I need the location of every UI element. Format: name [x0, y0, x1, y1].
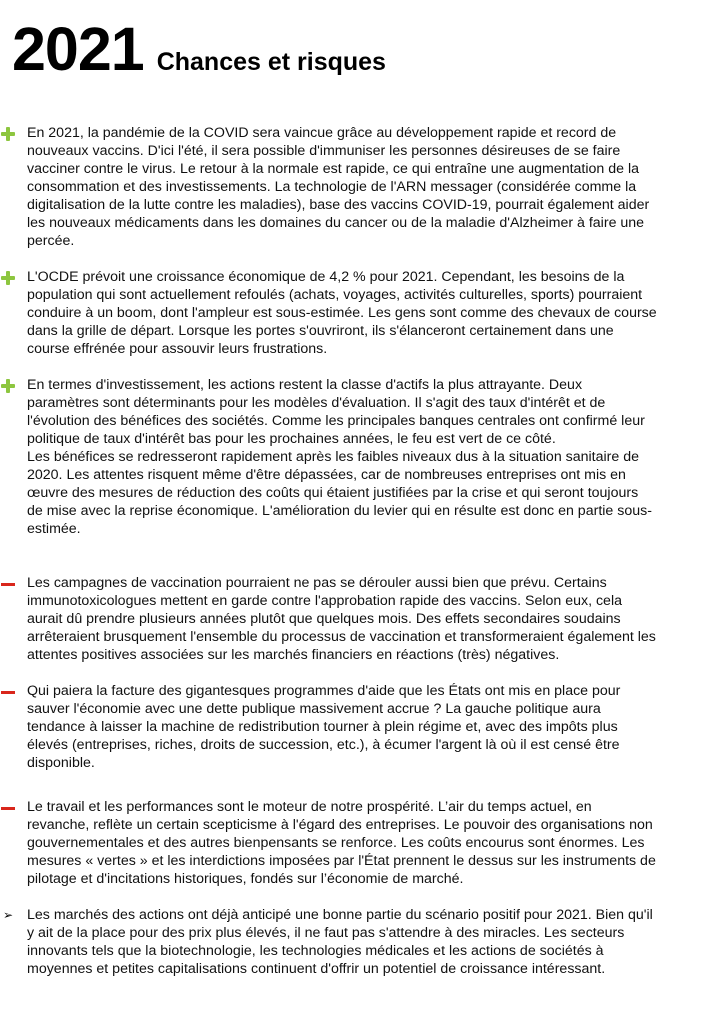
text-line: gouvernementales et des autres bienpensants se renforce. Les coûts encourus sont énormes. Les — [27, 835, 645, 851]
text-line: de mise avec la reprise économique. L'amélioration du levier qui en résulte est donc en partie sous- — [27, 503, 652, 519]
item-text — [27, 574, 723, 664]
item-text — [27, 376, 723, 538]
text-line: l'évolution des bénéfices des sociétés. Comme les principales banques centrales ont confirmé leur — [27, 413, 645, 429]
text-line: tendance à laisser la machine de redistribution tourner à plein régime et, avec des impôts plus — [27, 719, 618, 735]
page-title: Chances et risques — [156, 48, 386, 76]
minus-icon — [1, 685, 15, 699]
text-line: attentes positives associées sur les marchés financiers en réactions (très) négatives. — [27, 647, 560, 663]
text-line: politique de taux d'intérêt bas pour les prochaines années, le feu est vert de ce côté. — [27, 431, 556, 447]
item-text — [27, 798, 723, 888]
paragraph — [27, 268, 723, 358]
text-line: En 2021, la pandémie de la COVID sera vaincue grâce au développement rapide et record de — [27, 125, 617, 141]
paragraph — [27, 906, 723, 978]
page-year: 2021 — [12, 15, 144, 83]
paragraph — [27, 124, 723, 250]
text-line: aurait dû prendre plusieurs années plutôt que quelques mois. Des effets secondaires soudains — [27, 611, 621, 627]
page-header — [12, 14, 386, 84]
plus-icon — [1, 271, 15, 285]
plus-icon — [1, 127, 15, 141]
text-line: disponible. — [27, 755, 95, 771]
text-line: mesures « vertes » et les interdictions imposées par l'État prennent le dessus sur les instruments de — [27, 853, 656, 869]
text-line: moyennes et petites capitalisations continuent d'offrir un potentiel de croissance intéressant. — [27, 961, 606, 977]
text-line: Les bénéfices se redresseront rapidement après les faibles niveaux dus à la situation sanitaire de — [27, 449, 639, 465]
text-line: arrêteraient brusquement l'ensemble du processus de vaccination et transformeraient également les — [27, 629, 656, 645]
plus-icon — [1, 379, 15, 393]
text-line: paramètres sont déterminants pour les modèles d'évaluation. Il s'agit des taux d'intérêt et de — [27, 395, 606, 411]
item-text — [27, 124, 723, 250]
text-line: nouveaux vaccins. D'ici l'été, il sera possible d'immuniser les personnes désireuses de se faire — [27, 143, 621, 159]
item-text — [27, 906, 723, 978]
paragraph — [27, 574, 723, 664]
text-line: L'OCDE prévoit une croissance économique de 4,2 % pour 2021. Cependant, les besoins de la — [27, 269, 625, 285]
text-line: revanche, reflète un certain scepticisme à l'égard des entreprises. Le pouvoir des organisations non — [27, 817, 653, 833]
text-line: conduire à un boom, dont l'ampleur est sous-estimée. Les gens sont comme des chevaux de course — [27, 305, 657, 321]
paragraph — [27, 376, 723, 448]
text-line: les nouveaux médicaments dans les domaines du cancer ou de la maladie d'Alzheimer à faire une — [27, 215, 645, 231]
paragraph — [27, 682, 723, 772]
item-text — [27, 682, 723, 772]
text-line: pilotage et d'incitations historiques, fondés sur l’économie de marché. — [27, 871, 464, 887]
text-line: immunotoxicologues mettent en garde contre l'approbation rapide des vaccins. Selon eux, cela — [27, 593, 622, 609]
paragraph — [27, 798, 723, 888]
text-line: vacciner contre le virus. Le retour à la normale est rapide, ce qui entraîne une augmentation de la — [27, 161, 639, 177]
text-line: consommation et des investissements. La technologie de l'ARN messager (considérée comme la — [27, 179, 637, 195]
text-line: 2020. Les attentes risquent même d'être dépassées, car de nombreuses entreprises ont mis en — [27, 467, 626, 483]
text-line: estimée. — [27, 521, 81, 537]
text-line: sauver l'économie avec une dette publique massivement accrue ? La gauche politique aura — [27, 701, 601, 717]
text-line: dans la grille de départ. Lorsque les portes s'ouvriront, ils s'élanceront certainement dans une — [27, 323, 614, 339]
text-line: digitalisation de la lutte contre les maladies), base des vaccins COVID-19, pourrait également aider — [27, 197, 650, 213]
text-line: Les marchés des actions ont déjà anticipé une bonne partie du scénario positif pour 2021. Bien qu'il — [27, 907, 653, 923]
text-line: course effrénée pour assouvir leurs frustrations. — [27, 341, 328, 357]
minus-icon — [1, 577, 15, 591]
text-line: percée. — [27, 233, 75, 249]
text-line: Qui paiera la facture des gigantesques programmes d'aide que les États ont mis en place pour — [27, 683, 621, 699]
paragraph — [27, 448, 723, 538]
text-line: y ait de la place pour des prix plus élevés, il ne faut pas s'attendre à des miracles. Les secteurs — [27, 925, 625, 941]
text-line: œuvre des mesures de réduction des coûts qui étaient justifiées par la crise et qui seront toujours — [27, 485, 639, 501]
item-text — [27, 268, 723, 358]
minus-icon — [1, 801, 15, 815]
text-line: innovants tels que la biotechnologie, les technologies médicales et les actions de sociétés à — [27, 943, 604, 959]
text-line: Les campagnes de vaccination pourraient ne pas se dérouler aussi bien que prévu. Certains — [27, 575, 607, 591]
arrow-icon: ➢ — [3, 908, 14, 922]
text-line: En termes d'investissement, les actions restent la classe d'actifs la plus attrayante. Deux — [27, 377, 583, 393]
text-line: Le travail et les performances sont le moteur de notre prospérité. L’air du temps actuel, en — [27, 799, 592, 815]
text-line: élevés (entreprises, riches, droits de succession, etc.), à écumer l'argent là où il est censé être — [27, 737, 620, 753]
text-line: population qui sont actuellement refoulés (achats, voyages, activités culturelles, sports) pourraient — [27, 287, 643, 303]
